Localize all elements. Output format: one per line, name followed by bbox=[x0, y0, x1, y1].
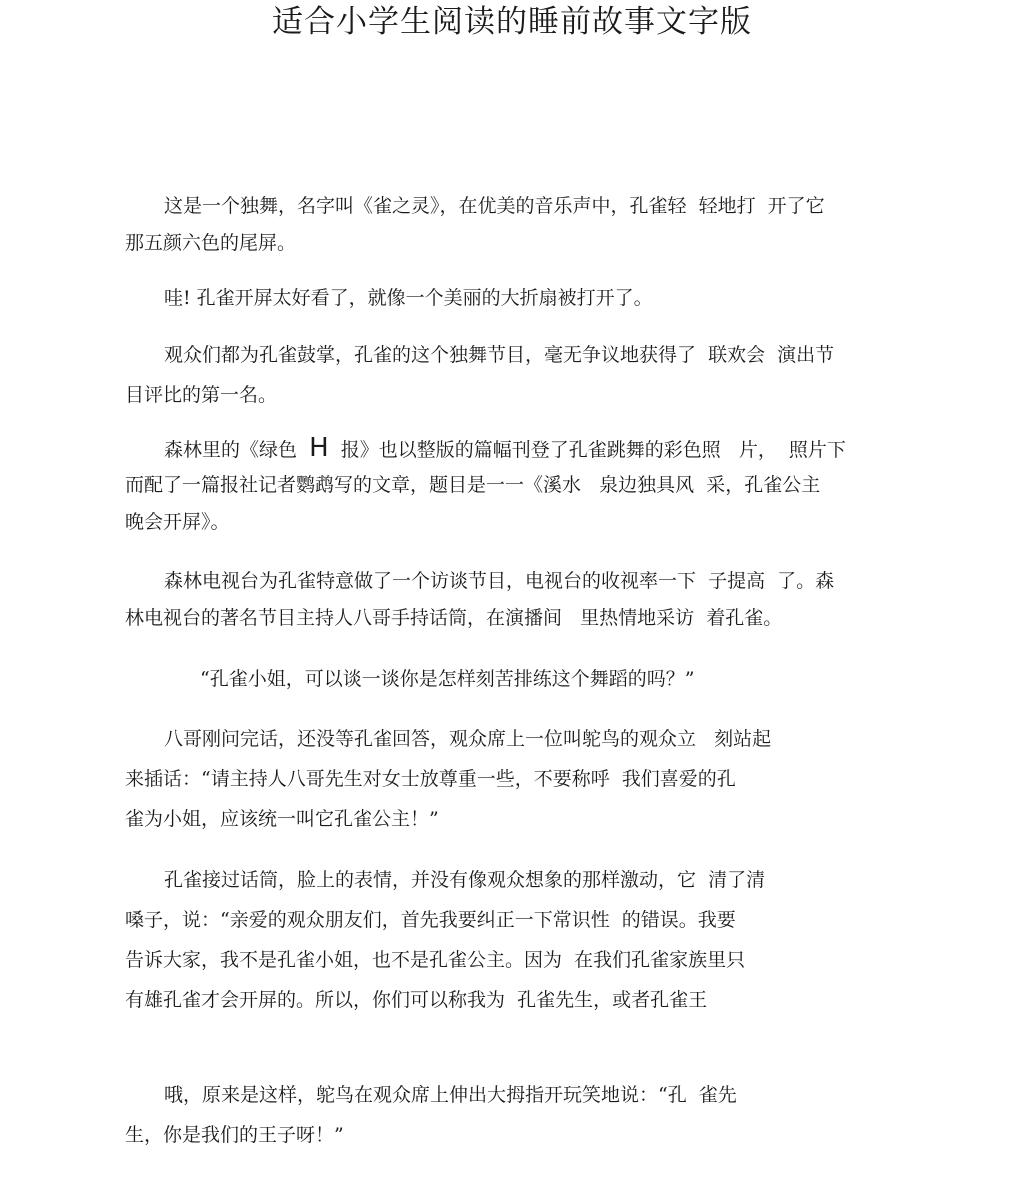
paragraph-5 bbox=[125, 563, 834, 637]
paragraph-line: 哦，原来是这样，鸵鸟在观众席上伸出大拇指开玩笑地说：“孔 雀先 bbox=[164, 1084, 737, 1106]
paragraph-1 bbox=[125, 188, 825, 262]
paragraph-line bbox=[125, 430, 846, 467]
document-title: 适合小学生阅读的睡前故事文字版 bbox=[272, 4, 752, 40]
paragraph-line: 这是一个独舞，名字叫《雀之灵》，在优美的音乐声中，孔雀轻 轻地打 开了它 bbox=[164, 195, 825, 217]
paragraph-line: 而配了一篇报社记者鹦鹉写的文章，题目是一一《溪水 泉边独具风 采，孔雀公主 bbox=[125, 474, 821, 496]
paragraph-line: 目评比的第一名。 bbox=[125, 384, 278, 406]
paragraph-line: 嗓子，说：“亲爱的观众朋友们，首先我要纠正一下常识性 的错误。我要 bbox=[125, 909, 736, 931]
paragraph-line: 森林电视台为孔雀特意做了一个访谈节目，电视台的收视率一下 子提高 了。森 bbox=[164, 570, 835, 592]
paragraph-line: 告诉大家，我不是孔雀小姐，也不是孔雀公主。因为 在我们孔雀家族里只 bbox=[125, 949, 746, 971]
paragraph-line: 来插话：“请主持人八哥先生对女士放尊重一些，不要称呼 我们喜爱的孔 bbox=[125, 768, 736, 790]
paragraph-text: 森林里的《绿色 bbox=[164, 439, 310, 461]
paragraph-line: 孔雀接过话筒，脸上的表情，并没有像观众想象的那样激动，它 清了清 bbox=[164, 869, 766, 891]
paragraph-line: 林电视台的著名节目主持人八哥手持话筒，在演播间 里热情地采访 着孔雀。 bbox=[125, 607, 783, 629]
paragraph-6 bbox=[200, 661, 694, 698]
newspaper-letter: H bbox=[309, 433, 329, 463]
paragraph-8 bbox=[125, 860, 765, 1020]
paragraph-line: 生，你是我们的王子呀！” bbox=[125, 1124, 344, 1146]
paragraph-2 bbox=[125, 280, 653, 317]
paragraph-7 bbox=[125, 719, 771, 839]
paragraph-line: 观众们都为孔雀鼓掌，孔雀的这个独舞节目，毫无争议地获得了 联欢会 演出节 bbox=[164, 344, 835, 366]
paragraph-line: 那五颜六色的尾屏。 bbox=[125, 232, 297, 254]
paragraph-text: 报》也以整版的篇幅刊登了孔雀跳舞的彩色照 片， 照片下 bbox=[328, 439, 846, 461]
paragraph-3 bbox=[125, 335, 834, 415]
paragraph-9 bbox=[125, 1075, 737, 1155]
paragraph-line: 有雄孔雀才会开屏的。所以，你们可以称我为 孔雀先生，或者孔雀王 bbox=[125, 989, 708, 1011]
paragraph-4 bbox=[125, 430, 846, 541]
paragraph-line: 八哥刚问完话，还没等孔雀回答，观众席上一位叫鸵鸟的观众立 刻站起 bbox=[164, 728, 772, 750]
paragraph-line: 晚会开屏》。 bbox=[125, 511, 230, 533]
paragraph-line: “孔雀小姐，可以谈一谈你是怎样刻苦排练这个舞蹈的吗？” bbox=[200, 668, 695, 690]
paragraph-line: 哇! 孔雀开屏太好看了，就像一个美丽的大折扇被打开了。 bbox=[164, 287, 653, 309]
paragraph-line: 雀为小姐，应该统一叫它孔雀公主！” bbox=[125, 808, 439, 830]
